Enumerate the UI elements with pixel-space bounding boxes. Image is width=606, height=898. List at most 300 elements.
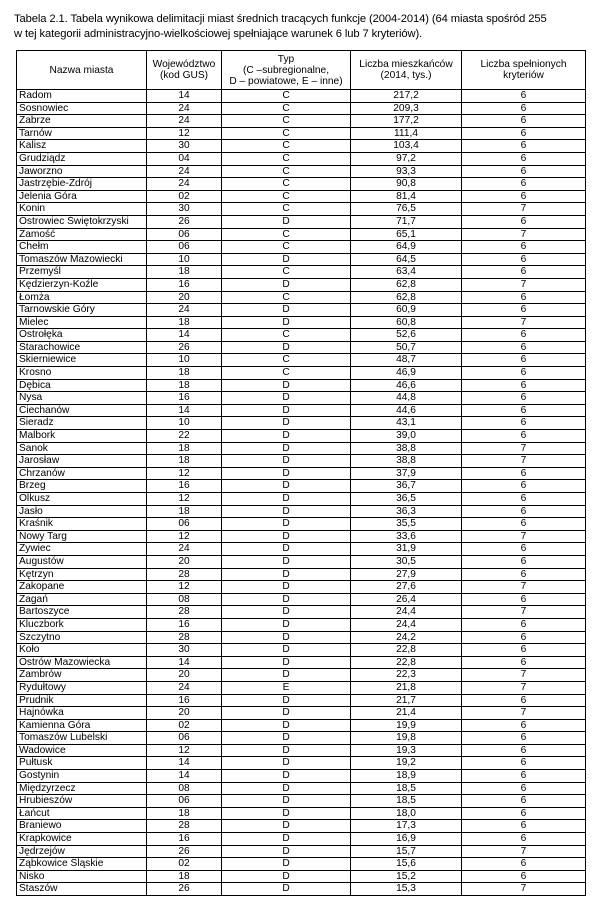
city-name-cell: Jędrzejów: [17, 845, 147, 858]
header-voivodeship: Województwo (kod GUS): [147, 51, 222, 90]
population-cell: 21,8: [351, 681, 462, 694]
criteria-count-cell: 6: [462, 379, 586, 392]
city-name-cell: Prudnik: [17, 694, 147, 707]
criteria-count-cell: 6: [462, 253, 586, 266]
table-row: [17, 90, 586, 103]
type-cell: D: [222, 770, 351, 783]
voivodeship-cell: 14: [147, 656, 222, 669]
table-row: [17, 442, 586, 455]
voivodeship-cell: 24: [147, 543, 222, 556]
table-row: [17, 606, 586, 619]
population-cell: 111,4: [351, 127, 462, 140]
type-cell: C: [222, 291, 351, 304]
voivodeship-cell: 28: [147, 631, 222, 644]
type-cell: D: [222, 618, 351, 631]
criteria-count-cell: 6: [462, 165, 586, 178]
voivodeship-cell: 18: [147, 505, 222, 518]
type-cell: D: [222, 404, 351, 417]
criteria-count-cell: 6: [462, 732, 586, 745]
population-cell: 24,4: [351, 606, 462, 619]
voivodeship-cell: 12: [147, 493, 222, 506]
table-row: [17, 480, 586, 493]
population-cell: 64,9: [351, 241, 462, 254]
population-cell: 21,4: [351, 707, 462, 720]
type-cell: D: [222, 694, 351, 707]
voivodeship-cell: 14: [147, 90, 222, 103]
table-row: [17, 266, 586, 279]
voivodeship-cell: 04: [147, 152, 222, 165]
voivodeship-cell: 06: [147, 518, 222, 531]
criteria-count-cell: 6: [462, 807, 586, 820]
table-row: [17, 631, 586, 644]
criteria-count-cell: 6: [462, 480, 586, 493]
voivodeship-cell: 10: [147, 354, 222, 367]
type-cell: D: [222, 392, 351, 405]
voivodeship-cell: 14: [147, 770, 222, 783]
criteria-count-cell: 6: [462, 291, 586, 304]
type-cell: C: [222, 329, 351, 342]
voivodeship-cell: 26: [147, 845, 222, 858]
voivodeship-cell: 16: [147, 392, 222, 405]
city-name-cell: Augustów: [17, 555, 147, 568]
type-cell: D: [222, 782, 351, 795]
criteria-count-cell: 6: [462, 266, 586, 279]
type-cell: D: [222, 480, 351, 493]
population-cell: 31,9: [351, 543, 462, 556]
city-name-cell: Ostrołęka: [17, 329, 147, 342]
criteria-count-cell: 6: [462, 404, 586, 417]
criteria-count-cell: 6: [462, 593, 586, 606]
criteria-count-cell: 6: [462, 178, 586, 191]
criteria-count-cell: 6: [462, 304, 586, 317]
table-row: [17, 644, 586, 657]
criteria-count-cell: 7: [462, 278, 586, 291]
population-cell: 62,8: [351, 291, 462, 304]
criteria-count-cell: 7: [462, 707, 586, 720]
table-row: [17, 883, 586, 896]
voivodeship-cell: 30: [147, 644, 222, 657]
city-name-cell: Hrubieszów: [17, 795, 147, 808]
population-cell: 18,9: [351, 770, 462, 783]
type-cell: C: [222, 190, 351, 203]
header-population: Liczba mieszkańców (2014, tys.): [351, 51, 462, 90]
criteria-count-cell: 6: [462, 152, 586, 165]
type-cell: D: [222, 430, 351, 443]
population-cell: 38,8: [351, 442, 462, 455]
caption-line-2: w tej kategorii administracyjno-wielkościowej spełniające warunek 6 lub 7 kryteriów).: [14, 28, 423, 40]
table-row: [17, 304, 586, 317]
table-row: [17, 215, 586, 228]
voivodeship-cell: 24: [147, 102, 222, 115]
city-name-cell: Rydułtowy: [17, 681, 147, 694]
type-cell: C: [222, 115, 351, 128]
city-name-cell: Sieradz: [17, 417, 147, 430]
table-row: [17, 430, 586, 443]
city-name-cell: Zambrów: [17, 669, 147, 682]
header-criteria-count: Liczba spełnionych kryteriów: [462, 51, 586, 90]
table-row: [17, 807, 586, 820]
criteria-count-cell: 6: [462, 631, 586, 644]
population-cell: 19,9: [351, 719, 462, 732]
table-body: [17, 90, 586, 896]
city-name-cell: Kraśnik: [17, 518, 147, 531]
population-cell: 76,5: [351, 203, 462, 216]
voivodeship-cell: 06: [147, 228, 222, 241]
population-cell: 30,5: [351, 555, 462, 568]
table-row: [17, 757, 586, 770]
criteria-count-cell: 6: [462, 870, 586, 883]
table-row: [17, 581, 586, 594]
table-row: [17, 618, 586, 631]
table-row: [17, 555, 586, 568]
type-cell: D: [222, 606, 351, 619]
population-cell: 90,8: [351, 178, 462, 191]
voivodeship-cell: 06: [147, 795, 222, 808]
city-name-cell: Zamość: [17, 228, 147, 241]
population-cell: 26,4: [351, 593, 462, 606]
type-cell: C: [222, 354, 351, 367]
city-name-cell: Jasło: [17, 505, 147, 518]
table-row: [17, 530, 586, 543]
type-cell: D: [222, 807, 351, 820]
population-cell: 46,6: [351, 379, 462, 392]
voivodeship-cell: 18: [147, 316, 222, 329]
population-cell: 39,0: [351, 430, 462, 443]
city-name-cell: Kluczbork: [17, 618, 147, 631]
table-row: [17, 782, 586, 795]
city-name-cell: Nisko: [17, 870, 147, 883]
city-name-cell: Nowy Targ: [17, 530, 147, 543]
city-name-cell: Koło: [17, 644, 147, 657]
city-name-cell: Bartoszyce: [17, 606, 147, 619]
table-row: [17, 253, 586, 266]
population-cell: 52,6: [351, 329, 462, 342]
city-name-cell: Mielec: [17, 316, 147, 329]
population-cell: 37,9: [351, 467, 462, 480]
table-row: [17, 656, 586, 669]
table-row: [17, 719, 586, 732]
criteria-count-cell: 6: [462, 782, 586, 795]
table-row: [17, 543, 586, 556]
city-name-cell: Tarnowskie Góry: [17, 304, 147, 317]
criteria-count-cell: 6: [462, 543, 586, 556]
table-row: [17, 127, 586, 140]
type-cell: D: [222, 744, 351, 757]
criteria-count-cell: 6: [462, 555, 586, 568]
voivodeship-cell: 10: [147, 417, 222, 430]
population-cell: 18,0: [351, 807, 462, 820]
voivodeship-cell: 02: [147, 719, 222, 732]
criteria-count-cell: 6: [462, 518, 586, 531]
type-cell: D: [222, 858, 351, 871]
city-name-cell: Starachowice: [17, 341, 147, 354]
voivodeship-cell: 12: [147, 467, 222, 480]
city-name-cell: Krosno: [17, 367, 147, 380]
type-cell: C: [222, 228, 351, 241]
table-row: [17, 845, 586, 858]
population-cell: 15,2: [351, 870, 462, 883]
table-row: [17, 341, 586, 354]
voivodeship-cell: 30: [147, 203, 222, 216]
city-name-cell: Wadowice: [17, 744, 147, 757]
population-cell: 43,1: [351, 417, 462, 430]
header-row: [17, 51, 586, 90]
criteria-count-cell: 6: [462, 115, 586, 128]
type-cell: D: [222, 757, 351, 770]
table-row: [17, 316, 586, 329]
voivodeship-cell: 22: [147, 430, 222, 443]
population-cell: 36,5: [351, 493, 462, 506]
cities-table: [16, 50, 586, 896]
city-name-cell: Łańcut: [17, 807, 147, 820]
type-cell: D: [222, 656, 351, 669]
population-cell: 64,5: [351, 253, 462, 266]
city-name-cell: Żywiec: [17, 543, 147, 556]
criteria-count-cell: 6: [462, 215, 586, 228]
type-cell: D: [222, 543, 351, 556]
criteria-count-cell: 7: [462, 228, 586, 241]
voivodeship-cell: 12: [147, 581, 222, 594]
city-name-cell: Kamienna Góra: [17, 719, 147, 732]
population-cell: 33,6: [351, 530, 462, 543]
population-cell: 35,5: [351, 518, 462, 531]
city-name-cell: Skierniewice: [17, 354, 147, 367]
population-cell: 60,8: [351, 316, 462, 329]
table-row: [17, 858, 586, 871]
voivodeship-cell: 18: [147, 367, 222, 380]
population-cell: 27,9: [351, 568, 462, 581]
table-row: [17, 367, 586, 380]
city-name-cell: Radom: [17, 90, 147, 103]
population-cell: 209,3: [351, 102, 462, 115]
type-cell: D: [222, 845, 351, 858]
type-cell: C: [222, 127, 351, 140]
criteria-count-cell: 6: [462, 694, 586, 707]
criteria-count-cell: 6: [462, 329, 586, 342]
table-row: [17, 203, 586, 216]
table-row: [17, 744, 586, 757]
table-row: [17, 455, 586, 468]
type-cell: D: [222, 316, 351, 329]
population-cell: 36,3: [351, 505, 462, 518]
voivodeship-cell: 28: [147, 820, 222, 833]
type-cell: D: [222, 253, 351, 266]
table-row: [17, 694, 586, 707]
criteria-count-cell: 7: [462, 442, 586, 455]
criteria-count-cell: 6: [462, 644, 586, 657]
table-row: [17, 417, 586, 430]
criteria-count-cell: 6: [462, 858, 586, 871]
population-cell: 21,7: [351, 694, 462, 707]
city-name-cell: Zabrze: [17, 115, 147, 128]
type-cell: E: [222, 681, 351, 694]
city-name-cell: Olkusz: [17, 493, 147, 506]
table-row: [17, 291, 586, 304]
voivodeship-cell: 30: [147, 140, 222, 153]
criteria-count-cell: 6: [462, 757, 586, 770]
table-row: [17, 770, 586, 783]
criteria-count-cell: 6: [462, 367, 586, 380]
population-cell: 62,8: [351, 278, 462, 291]
city-name-cell: Chełm: [17, 241, 147, 254]
city-name-cell: Sosnowiec: [17, 102, 147, 115]
population-cell: 103,4: [351, 140, 462, 153]
city-name-cell: Szczytno: [17, 631, 147, 644]
city-name-cell: Hajnówka: [17, 707, 147, 720]
table-row: [17, 190, 586, 203]
table-row: [17, 241, 586, 254]
voivodeship-cell: 02: [147, 858, 222, 871]
criteria-count-cell: 6: [462, 833, 586, 846]
city-name-cell: Kędzierzyn-Koźle: [17, 278, 147, 291]
population-cell: 38,8: [351, 455, 462, 468]
city-name-cell: Tomaszów Mazowiecki: [17, 253, 147, 266]
criteria-count-cell: 7: [462, 669, 586, 682]
population-cell: 15,3: [351, 883, 462, 896]
voivodeship-cell: 26: [147, 341, 222, 354]
population-cell: 71,7: [351, 215, 462, 228]
type-cell: D: [222, 278, 351, 291]
criteria-count-cell: 6: [462, 744, 586, 757]
city-name-cell: Ząbkowice Śląskie: [17, 858, 147, 871]
voivodeship-cell: 12: [147, 530, 222, 543]
city-name-cell: Pułtusk: [17, 757, 147, 770]
population-cell: 50,7: [351, 341, 462, 354]
voivodeship-cell: 20: [147, 669, 222, 682]
type-cell: D: [222, 707, 351, 720]
type-cell: D: [222, 870, 351, 883]
city-name-cell: Jelenia Góra: [17, 190, 147, 203]
population-cell: 22,3: [351, 669, 462, 682]
city-name-cell: Kętrzyn: [17, 568, 147, 581]
voivodeship-cell: 12: [147, 744, 222, 757]
type-cell: C: [222, 165, 351, 178]
type-cell: D: [222, 732, 351, 745]
table-row: [17, 681, 586, 694]
population-cell: 36,7: [351, 480, 462, 493]
type-cell: C: [222, 140, 351, 153]
criteria-count-cell: 6: [462, 467, 586, 480]
city-name-cell: Jaworzno: [17, 165, 147, 178]
city-name-cell: Chrzanów: [17, 467, 147, 480]
voivodeship-cell: 24: [147, 178, 222, 191]
city-name-cell: Grudziądz: [17, 152, 147, 165]
voivodeship-cell: 14: [147, 757, 222, 770]
population-cell: 15,7: [351, 845, 462, 858]
table-row: [17, 329, 586, 342]
voivodeship-cell: 18: [147, 870, 222, 883]
type-cell: D: [222, 505, 351, 518]
table-row: [17, 568, 586, 581]
header-city-name: Nazwa miasta: [17, 51, 147, 90]
type-cell: D: [222, 883, 351, 896]
criteria-count-cell: 6: [462, 719, 586, 732]
criteria-count-cell: 7: [462, 681, 586, 694]
criteria-count-cell: 7: [462, 606, 586, 619]
table-row: [17, 228, 586, 241]
criteria-count-cell: 6: [462, 820, 586, 833]
criteria-count-cell: 6: [462, 140, 586, 153]
city-name-cell: Ciechanów: [17, 404, 147, 417]
type-cell: C: [222, 266, 351, 279]
table-row: [17, 732, 586, 745]
type-cell: D: [222, 795, 351, 808]
population-cell: 177,2: [351, 115, 462, 128]
city-name-cell: Jastrzębie-Zdrój: [17, 178, 147, 191]
population-cell: 24,4: [351, 618, 462, 631]
population-cell: 48,7: [351, 354, 462, 367]
type-cell: C: [222, 241, 351, 254]
type-cell: C: [222, 90, 351, 103]
population-cell: 60,9: [351, 304, 462, 317]
population-cell: 18,5: [351, 795, 462, 808]
population-cell: 22,8: [351, 644, 462, 657]
criteria-count-cell: 6: [462, 190, 586, 203]
voivodeship-cell: 06: [147, 241, 222, 254]
table-header: [17, 51, 586, 90]
table-row: [17, 152, 586, 165]
criteria-count-cell: 6: [462, 392, 586, 405]
city-name-cell: Malbork: [17, 430, 147, 443]
voivodeship-cell: 12: [147, 127, 222, 140]
voivodeship-cell: 14: [147, 329, 222, 342]
voivodeship-cell: 06: [147, 732, 222, 745]
type-cell: D: [222, 417, 351, 430]
voivodeship-cell: 24: [147, 115, 222, 128]
voivodeship-cell: 16: [147, 833, 222, 846]
city-name-cell: Jarosław: [17, 455, 147, 468]
voivodeship-cell: 20: [147, 291, 222, 304]
type-cell: D: [222, 455, 351, 468]
table-row: [17, 404, 586, 417]
city-name-cell: Ostrów Mazowiecka: [17, 656, 147, 669]
population-cell: 19,2: [351, 757, 462, 770]
city-name-cell: Tarnów: [17, 127, 147, 140]
city-name-cell: Braniewo: [17, 820, 147, 833]
voivodeship-cell: 28: [147, 606, 222, 619]
voivodeship-cell: 20: [147, 555, 222, 568]
type-cell: D: [222, 581, 351, 594]
population-cell: 22,8: [351, 656, 462, 669]
city-name-cell: Kalisz: [17, 140, 147, 153]
table-row: [17, 392, 586, 405]
population-cell: 18,5: [351, 782, 462, 795]
city-name-cell: Łomża: [17, 291, 147, 304]
type-cell: D: [222, 442, 351, 455]
table-row: [17, 278, 586, 291]
table-row: [17, 518, 586, 531]
criteria-count-cell: 6: [462, 493, 586, 506]
table-row: [17, 833, 586, 846]
table-row: [17, 140, 586, 153]
criteria-count-cell: 6: [462, 618, 586, 631]
city-name-cell: Gostynin: [17, 770, 147, 783]
table-row: [17, 354, 586, 367]
city-name-cell: Nysa: [17, 392, 147, 405]
type-cell: D: [222, 833, 351, 846]
city-name-cell: Dębica: [17, 379, 147, 392]
table-row: [17, 115, 586, 128]
criteria-count-cell: 6: [462, 417, 586, 430]
voivodeship-cell: 10: [147, 253, 222, 266]
city-name-cell: Staszów: [17, 883, 147, 896]
voivodeship-cell: 16: [147, 618, 222, 631]
population-cell: 44,6: [351, 404, 462, 417]
criteria-count-cell: 7: [462, 455, 586, 468]
voivodeship-cell: 16: [147, 480, 222, 493]
type-cell: D: [222, 518, 351, 531]
criteria-count-cell: 6: [462, 770, 586, 783]
